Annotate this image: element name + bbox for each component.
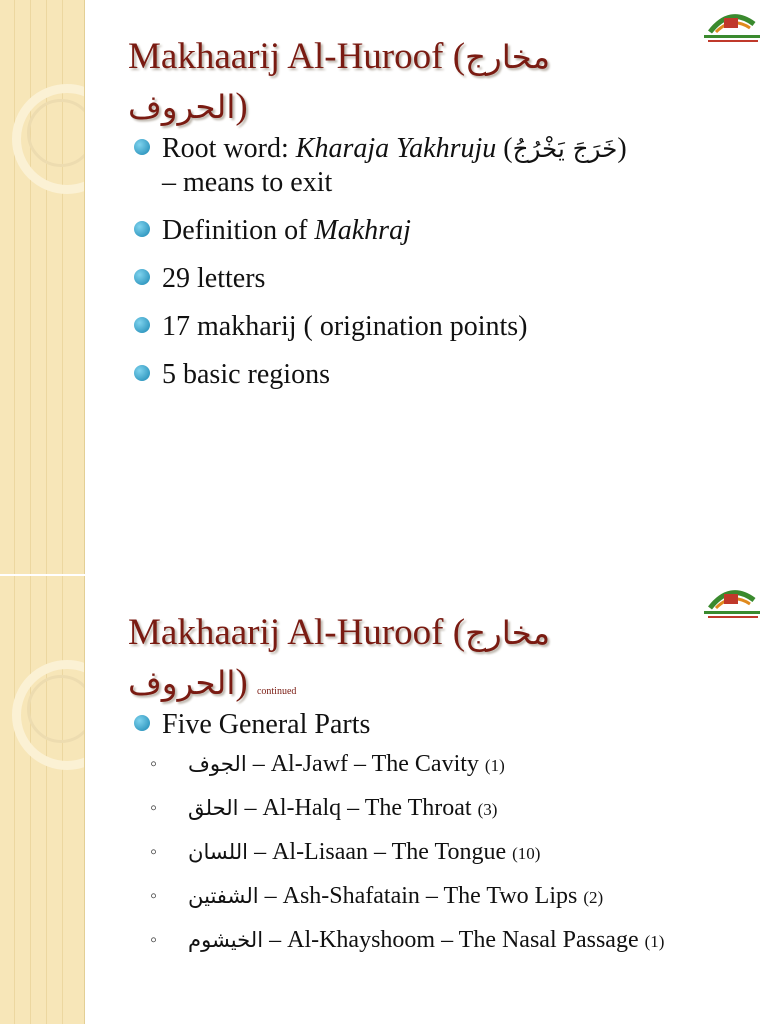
academy-logo-icon [700,2,762,48]
bullet-list [132,708,742,970]
slide-divider [0,574,768,576]
part-item: ◦ الحلق – Al-Halq – The Throat (3) [150,794,742,824]
bullet-regions: 5 basic regions [132,358,742,392]
slide-title: Makhaarij Al-Huroof (مخارج الحروف) continued [128,612,551,703]
part-item: ◦ الشفتين – Ash-Shafatain – The Two Lips (2) [150,882,742,912]
slide-title: Makhaarij Al-Huroof (مخارج الحروف) [128,36,551,127]
parts-list [150,750,742,956]
bullet-five-parts: Five General Parts ◦ الجوف – Al-Jawf – The Cavity (1) ◦ الحلق – Al-Halq – The Throat (3) ◦ اللسان – Al-Lisaan – The Tongue (10) ◦ الشفتين – Ash-Shafatain – The Two Lips (2) ◦ الخيشوم – Al-Khayshoom – The Nasal Passage (1) [132,708,742,956]
bullet-list [132,132,742,406]
part-item: ◦ الجوف – Al-Jawf – The Cavity (1) [150,750,742,780]
bullet-root-word: Root word: Kharaja Yakhruju (خَرَجَ يَخْرُجُ) – means to exit [132,132,742,200]
bullet-makharij: 17 makharij ( origination points) [132,310,742,344]
decorative-sidebar [0,576,85,1024]
decorative-sidebar [0,0,85,576]
bullet-definition: Definition of Makhraj [132,214,742,248]
academy-logo-icon [700,578,762,624]
part-item: ◦ اللسان – Al-Lisaan – The Tongue (10) [150,838,742,868]
slide-2 [0,576,768,1024]
part-item: ◦ الخيشوم – Al-Khayshoom – The Nasal Passage (1) [150,926,742,956]
bullet-letters: 29 letters [132,262,742,296]
